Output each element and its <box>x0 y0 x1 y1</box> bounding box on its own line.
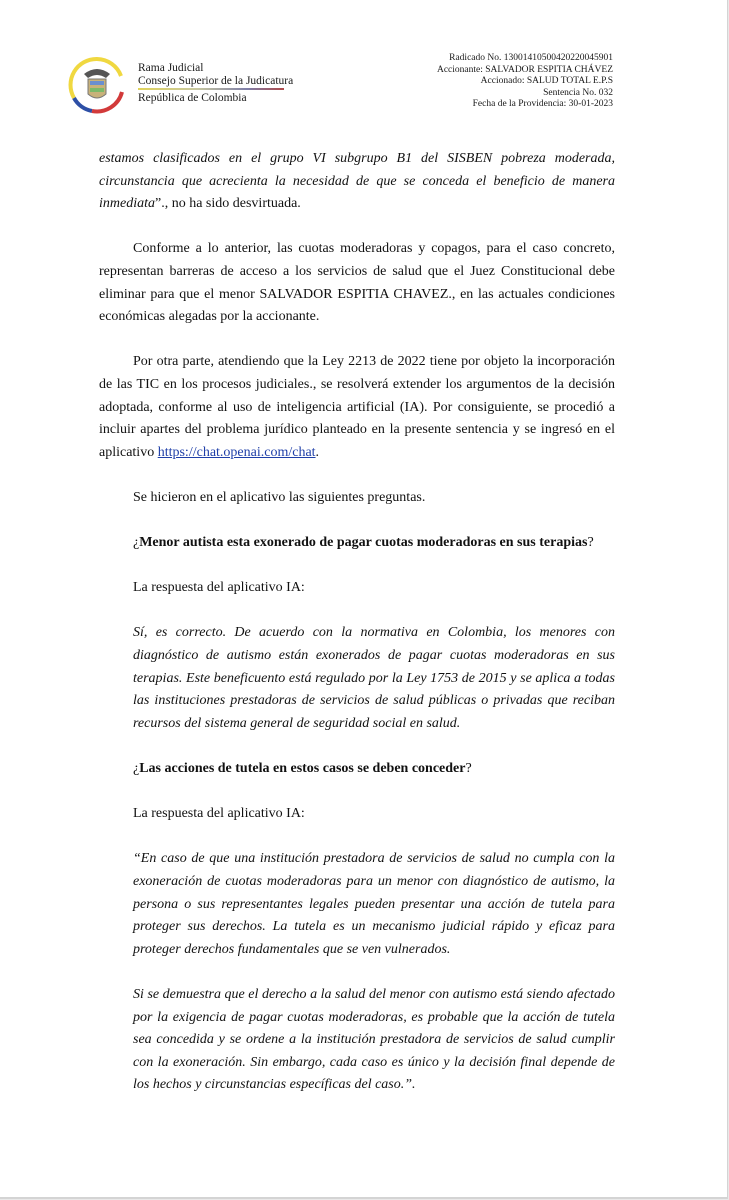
paragraph-tail: ”., no ha sido desvirtuada. <box>155 196 301 212</box>
question-open-mark: ¿ <box>133 535 140 551</box>
accionante: Accionante: SALVADOR ESPITIA CHÁVEZ <box>436 64 613 75</box>
logo-line-rama-judicial: Rama Judicial <box>138 62 204 74</box>
logo-text <box>138 62 293 105</box>
ai-answer-2-part-1: “En caso de que una institución prestadora de servicios de salud no cumpla con la exoneración de cuotas moderadoras para un menor con diagnóstico de autismo, la persona o sus representantes legales pueden presentar una acción de tutela para proteger sus derechos. La tutela es un mecanismo judicial rápido y eficaz para proteger derechos fundamentales que se ven vulnerados. <box>133 851 615 957</box>
case-header-info <box>437 53 613 111</box>
paragraph-preguntas: Se hicieron en el aplicativo las siguientes preguntas. <box>133 489 426 505</box>
question-close-mark: ? <box>465 761 472 777</box>
paragraph-sisben <box>99 148 615 216</box>
fecha-providencia: Fecha de la Providencia: 30-01-2023 <box>472 99 613 110</box>
accionado: Accionado: SALUD TOTAL E.P.S <box>480 76 613 87</box>
question-1-text: Menor autista esta exonerado de pagar cuotas moderadoras en sus terapias <box>139 535 588 551</box>
quoted-text: estamos clasificados en el grupo VI subgrupo B1 del SISBEN pobreza moderada, circunstancia que acrecienta la necesidad de que se conceda el beneficio de manera inmediata <box>99 151 615 212</box>
ai-answer-1: Sí, es correcto. De acuerdo con la normativa en Colombia, los menores con diagnóstico de autismo están exonerados de pagar cuotas moderadoras en sus terapias. Este beneficuento está regulado por la Ley 1753 de 2015 y se aplica a todas las instituciones prestadoras de servicios de salud públicas o privadas que reciban recursos del sistema general de seguridad social en salud. <box>133 625 615 731</box>
response-label-1: La respuesta del aplicativo IA: <box>133 580 305 596</box>
document-body <box>99 148 615 1120</box>
ai-answer-2-part-2: Si se demuestra que el derecho a la salud del menor con autismo está siendo afectado por la exigencia de pagar cuotas moderadoras, es probable que la acción de tutela sea concedida y se ordene a la institución prestadora de servicios de salud cumplir con la exoneración. Sin embargo, cada caso es único y la decisión final depende de los hechos y circunstancias específicas del caso.”. <box>133 986 615 1093</box>
period: . <box>315 444 320 460</box>
radicado: Radicado No. 13001410500420220045901 <box>449 53 613 63</box>
logo-line-consejo: Consejo Superior de la Judicatura <box>138 74 294 87</box>
question-close-mark: ? <box>587 535 594 551</box>
logo-line-republica: República de Colombia <box>138 92 247 104</box>
chatgpt-link[interactable]: https://chat.openai.com/chat <box>157 444 316 460</box>
question-2-text: Las acciones de tutela en estos casos se deben conceder <box>139 761 466 777</box>
rama-judicial-logo <box>66 52 306 118</box>
paragraph-ley-2213 <box>99 351 615 464</box>
response-label-2: La respuesta del aplicativo IA: <box>133 806 305 822</box>
logo-divider <box>138 88 284 90</box>
question-open-mark: ¿ <box>133 761 140 777</box>
question-1 <box>99 532 615 555</box>
paragraph-text: Por otra parte, atendiendo que la Ley 2213 de 2022 tiene por objeto la incorporación de las TIC en los procesos judiciales., se resolverá extender los argumentos de la decisión adoptada, conforme al uso de inteligencia artificial (IA). Por consiguiente, se procedió a incluir apartes del problema jurídico planteado en la presente sentencia y se ingresó en el aplicativo <box>99 354 615 460</box>
question-2 <box>99 758 615 781</box>
sentencia-number: Sentencia No. 032 <box>543 87 613 98</box>
colombia-coat-of-arms-seal-icon <box>66 54 128 116</box>
paragraph-barreras: Conforme a lo anterior, las cuotas moderadoras y copagos, para el caso concreto, representan barreras de acceso a los servicios de salud que el Juez Constitucional debe eliminar para que el menor SALVADOR ESPITIA CHAVEZ., en las actuales condiciones económicas alegadas por la accionante. <box>99 241 615 325</box>
